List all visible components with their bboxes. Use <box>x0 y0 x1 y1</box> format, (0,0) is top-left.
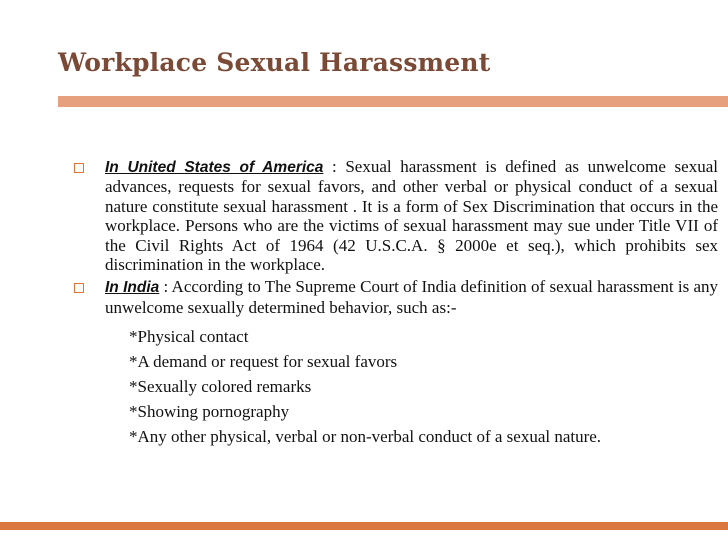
bullet-india-lead-term: In India <box>105 279 160 297</box>
india-examples-list <box>105 324 718 449</box>
india-example-item: *Sexually colored remarks <box>129 377 312 397</box>
bullet-list <box>74 157 718 449</box>
bullet-india <box>74 277 718 449</box>
bullet-usa-text <box>105 157 718 274</box>
bullet-usa-lead-term: In United States of America <box>105 159 324 176</box>
bullet-india-text <box>105 277 718 317</box>
slide-title: Workplace Sexual Harassment <box>58 48 491 77</box>
bullet-usa-body: : Sexual harassment is defined as unwelcome sexual advances, requests for sexual favors, and other verbal or physical conduct of a sexual nature constitute sexual harassment . It is a form of Sex Discrimination that occurs in the workplace. Persons who are the victims of sexual harassment may sue under Title VII of the Civil Rights Act of 1964 (42 U.S.C.A. § 2000e et seq.), which prohibits sex discrimination in the workplace. <box>105 157 718 275</box>
india-example-item: *Showing pornography <box>129 402 290 422</box>
square-bullet-icon <box>74 163 84 173</box>
title-underline-rule <box>58 96 728 107</box>
bullet-usa <box>74 157 718 274</box>
bullet-india-body: : According to The Supreme Court of India definition of sexual harassment is any unwelcome sexually determined behavior, such as:- <box>105 277 718 317</box>
square-bullet-icon <box>74 283 84 293</box>
bottom-accent-bar <box>0 522 728 530</box>
india-example-item: *A demand or request for sexual favors <box>129 352 398 372</box>
india-example-item: *Any other physical, verbal or non-verbal conduct of a sexual nature. <box>129 427 602 447</box>
india-example-item: *Physical contact <box>129 327 249 347</box>
